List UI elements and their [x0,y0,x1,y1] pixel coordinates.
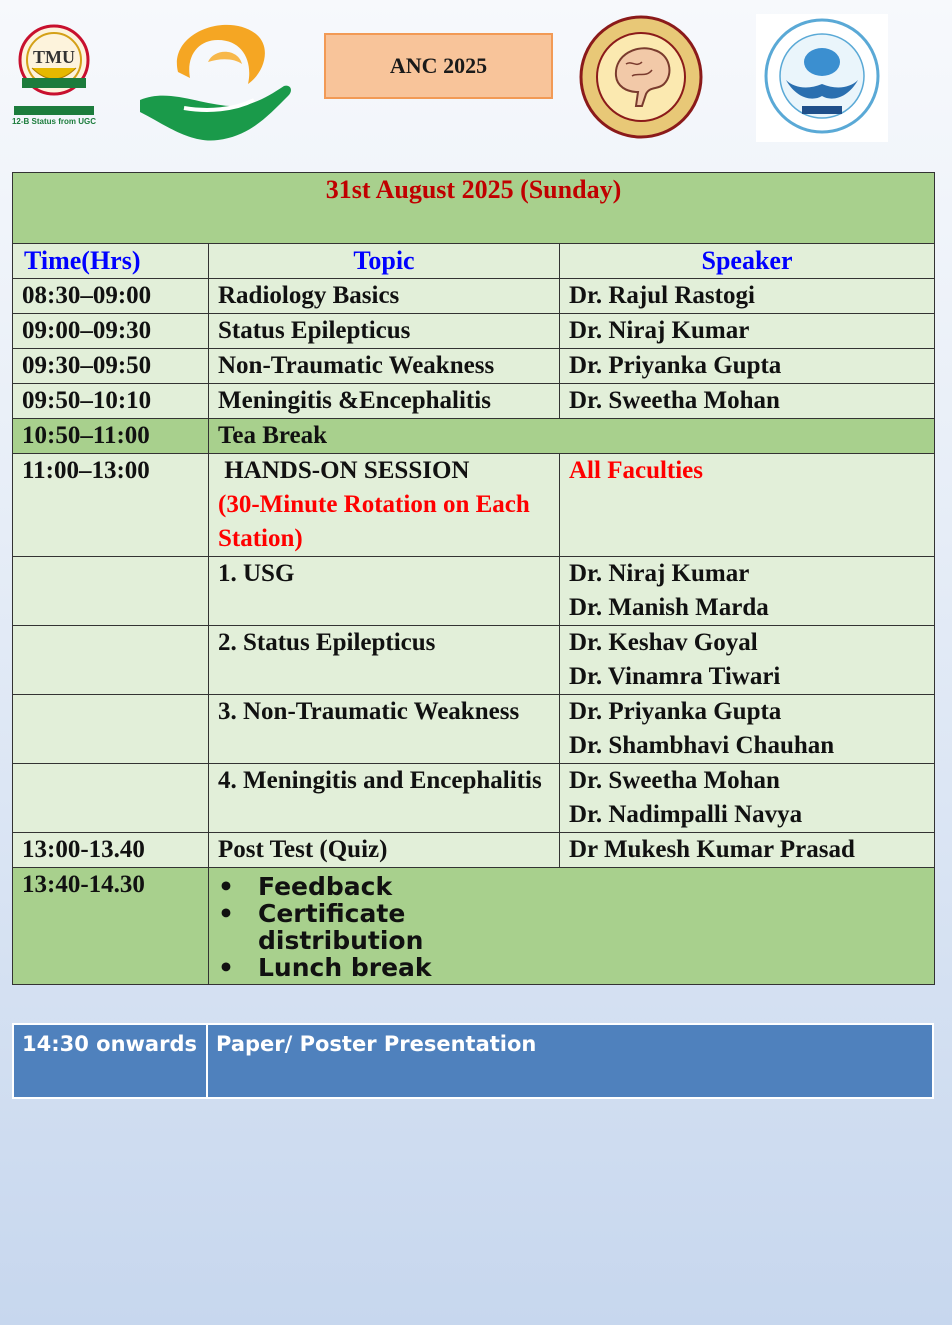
bullet-icon: • [218,872,234,901]
station-row [13,626,935,695]
closing-list [218,868,925,984]
time-cell [13,764,209,833]
time-cell [13,626,209,695]
closing-row [13,868,935,985]
speaker-name: Dr. Manish Marda [569,594,769,621]
speaker-cell [560,626,935,695]
tmu-logo-text: TMU [33,47,75,67]
speaker-cell [560,695,935,764]
speaker-name: Dr. Niraj Kumar [569,560,750,587]
topic-cell: Status Epilepticus [209,314,560,349]
time-cell [13,557,209,626]
time-cell: 13:40-14.30 [13,868,209,985]
event-title-box [324,33,553,99]
hands-on-title: HANDS-ON SESSION [218,457,470,484]
topic-cell: Non-Traumatic Weakness [209,349,560,384]
speaker-name: Dr. Priyanka Gupta [569,698,782,725]
hands-on-row [13,454,935,557]
list-item-label: Feedback [258,872,393,901]
table-row [13,279,935,314]
list-item [218,900,925,954]
topic-cell: Meningitis &Encephalitis [209,384,560,419]
time-cell: 09:30–09:50 [13,349,209,384]
col-header-topic: Topic [209,244,560,279]
list-item [218,873,925,900]
topic-cell: Tea Break [209,419,935,454]
bullet-icon: • [218,899,234,928]
tmu-logo [8,18,100,133]
time-cell [13,695,209,764]
time-cell: 10:50–11:00 [13,419,209,454]
speaker-name: Dr. Nadimpalli Navya [569,801,803,828]
topic-cell: 2. Status Epilepticus [209,626,560,695]
header-row [13,244,935,279]
ncsi-logo [756,14,888,142]
care-hands-logo [138,12,298,144]
table-row [13,384,935,419]
speaker-cell: Dr. Rajul Rastogi [560,279,935,314]
topic-cell: 3. Non-Traumatic Weakness [209,695,560,764]
table-row [13,314,935,349]
col-header-time: Time(Hrs) [13,244,209,279]
station-row [13,695,935,764]
neuroanaesthesia-society-logo [576,14,706,140]
col-header-speaker: Speaker [560,244,935,279]
post-test-row [13,833,935,868]
time-cell: 09:50–10:10 [13,384,209,419]
list-item-label: Lunch break [258,953,432,982]
speaker-name: Dr. Keshav Goyal [569,629,758,656]
table-row [13,1024,933,1098]
topic-cell: Paper/ Poster Presentation [207,1024,933,1098]
speaker-cell: Dr. Priyanka Gupta [560,349,935,384]
speaker-name: Dr. Shambhavi Chauhan [569,732,835,759]
list-item [218,954,925,981]
topic-cell [209,454,560,557]
topic-cell: 4. Meningitis and Encephalitis [209,764,560,833]
bullet-icon: • [218,953,234,982]
topic-cell: Post Test (Quiz) [209,833,560,868]
topic-cell: Radiology Basics [209,279,560,314]
hands-on-subtitle: (30-Minute Rotation on Each Station) [218,491,530,552]
station-row [13,764,935,833]
speaker-cell: Dr. Niraj Kumar [560,314,935,349]
paper-presentation-table [12,1023,934,1099]
speaker-cell: Dr Mukesh Kumar Prasad [560,833,935,868]
list-item-label: Certificate distribution [258,899,424,955]
tmu-caption: 12-B Status from UGC [11,117,96,126]
date-title-row [13,173,935,244]
table-row [13,349,935,384]
station-row [13,557,935,626]
topic-cell: 1. USG [209,557,560,626]
time-cell: 08:30–09:00 [13,279,209,314]
speaker-cell [560,557,935,626]
speaker-name: Dr. Vinamra Tiwari [569,663,781,690]
tea-break-row [13,419,935,454]
schedule-table [12,172,935,985]
speaker-cell: All Faculties [560,454,935,557]
speaker-cell [560,764,935,833]
time-cell: 14:30 onwards [13,1024,207,1098]
time-cell: 13:00-13.40 [13,833,209,868]
date-title: 31st August 2025 (Sunday) [13,173,935,244]
speaker-name: Dr. Sweetha Mohan [569,767,780,794]
time-cell: 09:00–09:30 [13,314,209,349]
speaker-cell: Dr. Sweetha Mohan [560,384,935,419]
time-cell: 11:00–13:00 [13,454,209,557]
closing-items-cell [209,868,935,985]
event-title: ANC 2025 [389,53,488,78]
